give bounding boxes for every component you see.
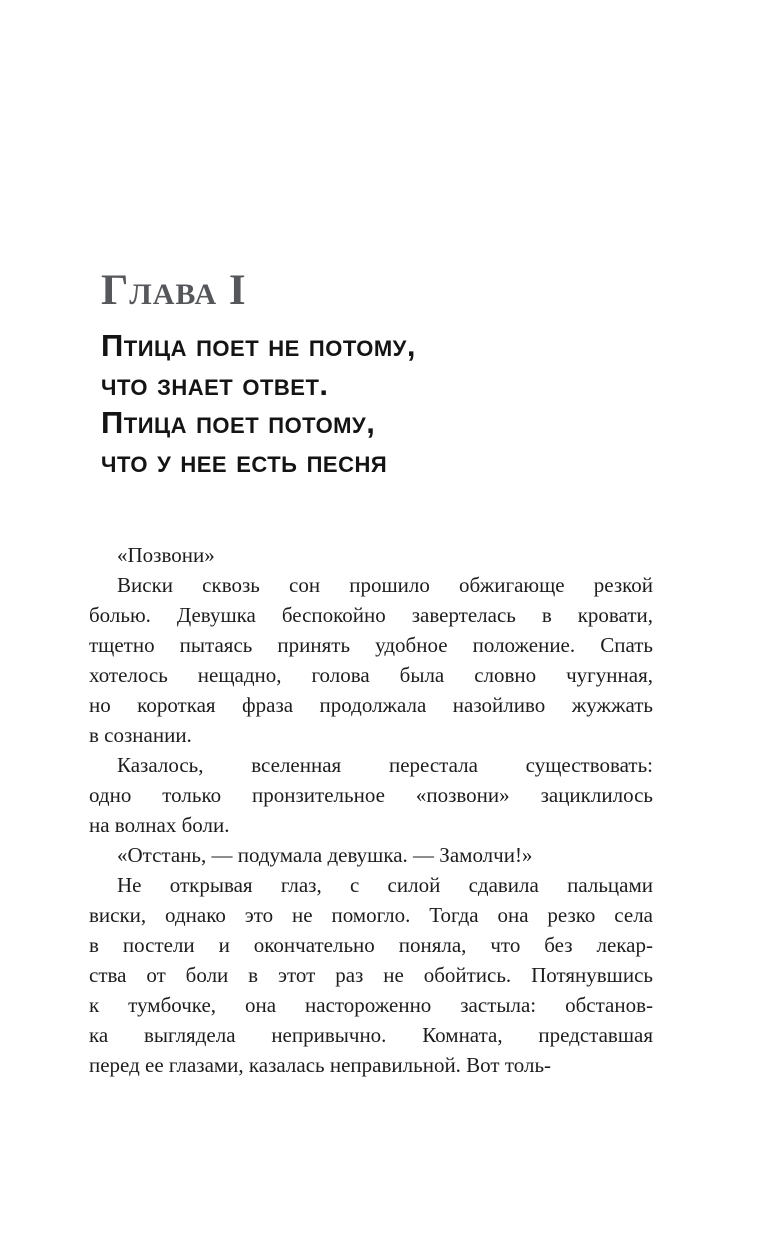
body-text xyxy=(89,540,653,1080)
text-line: в постели и окончательно поняла, что без лекар- xyxy=(89,933,653,957)
text-line: но короткая фраза продолжала назойливо жужжать xyxy=(89,693,653,717)
paragraph xyxy=(89,540,653,570)
text-line: на волнах боли. xyxy=(89,813,230,837)
chapter-title-line: что знает ответ. xyxy=(101,366,329,402)
text-line: Не открывая глаз, с силой сдавила пальцами xyxy=(117,873,653,897)
text-line: тщетно пытаясь принять удобное положение. Спать xyxy=(89,633,653,657)
paragraph xyxy=(89,750,653,840)
chapter-title-line: Птица поет не потому, xyxy=(101,328,416,363)
chapter-title-line: что у нее есть песня xyxy=(101,443,388,479)
text-line: к тумбочке, она настороженно застыла: обстанов- xyxy=(89,993,653,1017)
text-line: «Отстань, — подумала девушка. — Замолчи!» xyxy=(117,843,533,867)
text-line: перед ее глазами, казалась неправильной. Вот толь- xyxy=(89,1053,552,1077)
text-line: одно только пронзительное «позвони» зациклилось xyxy=(89,783,653,807)
paragraph xyxy=(89,840,653,870)
text-line: Казалось, вселенная перестала существовать: xyxy=(117,753,653,777)
chapter-heading-block xyxy=(101,268,681,481)
chapter-title xyxy=(101,327,681,481)
text-line: Виски сквозь сон прошило обжигающе резкой xyxy=(117,573,653,597)
chapter-title-line: Птица поет потому, xyxy=(101,405,376,440)
text-line: в сознании. xyxy=(89,723,192,747)
paragraph xyxy=(89,570,653,750)
text-line: болью. Девушка беспокойно завертелась в кровати, xyxy=(89,603,653,627)
text-line: ка выглядела непривычно. Комната, представшая xyxy=(89,1023,653,1047)
text-line: «Позвони» xyxy=(117,543,215,567)
text-line: виски, однако это не помогло. Тогда она резко села xyxy=(89,903,653,927)
text-line: хотелось нещадно, голова была словно чугунная, xyxy=(89,663,653,687)
text-line: ства от боли в этот раз не обойтись. Потянувшись xyxy=(89,963,653,987)
paragraph xyxy=(89,870,653,1080)
chapter-label: Глава I xyxy=(101,267,247,314)
